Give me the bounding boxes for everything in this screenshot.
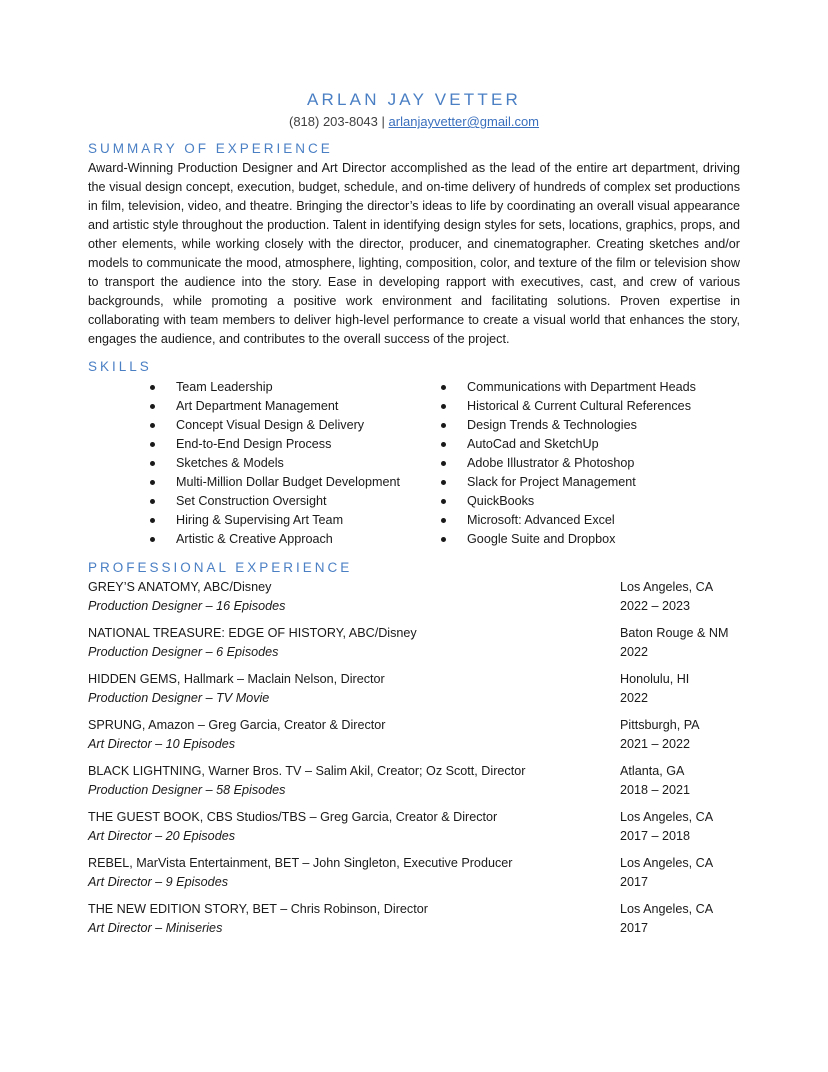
job-location: Pittsburgh, PA xyxy=(620,718,700,732)
email-link[interactable]: arlanjayvetter@gmail.com xyxy=(388,114,540,129)
skill-item xyxy=(441,473,740,492)
job-dates: 2018 – 2021 xyxy=(620,782,691,797)
job-meta xyxy=(620,716,740,753)
skill-item xyxy=(441,492,740,511)
job-details xyxy=(88,578,608,615)
skill-item xyxy=(441,416,740,435)
bullet-icon xyxy=(150,537,155,542)
bullet-icon xyxy=(150,442,155,447)
job-dates: 2017 – 2018 xyxy=(620,828,691,843)
job-location: Atlanta, GA xyxy=(620,764,685,778)
job-details xyxy=(88,808,608,845)
skill-label: Google Suite and Dropbox xyxy=(467,532,616,546)
job-meta xyxy=(620,900,740,937)
skill-item xyxy=(441,435,740,454)
skill-item xyxy=(150,397,441,416)
bullet-icon xyxy=(441,442,446,447)
job-role: Art Director – 10 Episodes xyxy=(88,736,235,751)
bullet-icon xyxy=(150,461,155,466)
job-meta xyxy=(620,578,740,615)
skills-list xyxy=(88,378,740,549)
job-entry xyxy=(88,854,740,891)
skill-label: Adobe Illustrator & Photoshop xyxy=(467,456,635,470)
job-show: SPRUNG, Amazon – Greg Garcia, Creator & Director xyxy=(88,718,386,732)
skill-label: Concept Visual Design & Delivery xyxy=(176,418,365,432)
skill-label: QuickBooks xyxy=(467,494,535,508)
skill-item xyxy=(441,530,740,549)
skill-label: Art Department Management xyxy=(176,399,339,413)
skill-item xyxy=(441,454,740,473)
job-role: Production Designer – 16 Episodes xyxy=(88,598,286,613)
skills-left-column xyxy=(150,378,441,549)
job-show: THE NEW EDITION STORY, BET – Chris Robinson, Director xyxy=(88,902,428,916)
job-dates: 2021 – 2022 xyxy=(620,736,691,751)
resume-page xyxy=(88,90,740,946)
skill-label: Communications with Department Heads xyxy=(467,380,696,394)
contact-separator: | xyxy=(381,114,385,129)
job-entry xyxy=(88,716,740,753)
job-details xyxy=(88,762,608,799)
skill-item xyxy=(150,454,441,473)
bullet-icon xyxy=(441,480,446,485)
job-show: NATIONAL TREASURE: EDGE OF HISTORY, ABC/Disney xyxy=(88,626,417,640)
bullet-icon xyxy=(441,423,446,428)
job-show: GREY’S ANATOMY, ABC/Disney xyxy=(88,580,272,594)
skill-label: Design Trends & Technologies xyxy=(467,418,637,432)
skill-label: Artistic & Creative Approach xyxy=(176,532,333,546)
job-location: Los Angeles, CA xyxy=(620,810,714,824)
job-dates: 2017 xyxy=(620,874,649,889)
bullet-icon xyxy=(150,499,155,504)
job-role: Art Director – Miniseries xyxy=(88,920,223,935)
job-meta xyxy=(620,762,740,799)
job-location: Los Angeles, CA xyxy=(620,580,714,594)
phone-number: (818) 203-8043 xyxy=(288,114,378,129)
summary-text: Award-Winning Production Designer and Art Director accomplished as the lead of the entire art department, driving the visual design concept, execution, budget, schedule, and on-time delivery of hundreds of complex set productions in film, television, video, and theatre. Bringing the director’s ideas to life by coordinating an overall visual appearance and artistic style throughout the production. Talent in identifying design styles for sets, locations, graphics, props, and other elements, while working closely with the director, producer, and cinematographer. Creating sketches and/or models to communicate the mood, atmosphere, lighting, composition, color, and texture of the film or television show to transport the audience into the story. Ease in developing rapport with executives, cast, and crew of various backgrounds, while promoting a positive work environment and facilitating solutions. Proven expertise in collaborating with team members to deliver high-level performance to create a visual world that enhances the story, engages the audience, and contributes to the overall success of the project. xyxy=(88,161,740,346)
job-meta xyxy=(620,854,740,891)
bullet-icon xyxy=(441,404,446,409)
skill-item xyxy=(441,378,740,397)
skill-item xyxy=(441,511,740,530)
job-show: THE GUEST BOOK, CBS Studios/TBS – Greg Garcia, Creator & Director xyxy=(88,810,498,824)
bullet-icon xyxy=(441,461,446,466)
job-location: Baton Rouge & NM xyxy=(620,626,729,640)
job-details xyxy=(88,670,608,707)
bullet-icon xyxy=(150,423,155,428)
skill-label: Set Construction Oversight xyxy=(176,494,327,508)
skill-label: Microsoft: Advanced Excel xyxy=(467,513,615,527)
job-role: Production Designer – 6 Episodes xyxy=(88,644,279,659)
job-entry xyxy=(88,578,740,615)
job-location: Los Angeles, CA xyxy=(620,902,714,916)
job-location: Honolulu, HI xyxy=(620,672,690,686)
job-dates: 2022 xyxy=(620,644,649,659)
job-meta xyxy=(620,670,740,707)
job-role: Art Director – 9 Episodes xyxy=(88,874,228,889)
skill-item xyxy=(150,416,441,435)
skill-item xyxy=(150,435,441,454)
skills-heading: SKILLS xyxy=(88,359,152,374)
job-entry xyxy=(88,624,740,661)
job-entry xyxy=(88,900,740,937)
job-location: Los Angeles, CA xyxy=(620,856,714,870)
bullet-icon xyxy=(441,537,446,542)
skill-item xyxy=(150,378,441,397)
job-role: Art Director – 20 Episodes xyxy=(88,828,235,843)
job-details xyxy=(88,854,608,891)
skill-label: End-to-End Design Process xyxy=(176,437,332,451)
job-role: Production Designer – 58 Episodes xyxy=(88,782,286,797)
skill-item xyxy=(150,492,441,511)
skill-label: Historical & Current Cultural References xyxy=(467,399,691,413)
skill-item xyxy=(150,511,441,530)
skill-label: Hiring & Supervising Art Team xyxy=(176,513,344,527)
job-show: BLACK LIGHTNING, Warner Bros. TV – Salim Akil, Creator; Oz Scott, Director xyxy=(88,764,526,778)
job-dates: 2022 – 2023 xyxy=(620,598,691,613)
bullet-icon xyxy=(441,518,446,523)
job-meta xyxy=(620,624,740,661)
job-role: Production Designer – TV Movie xyxy=(88,690,270,705)
job-dates: 2022 xyxy=(620,690,649,705)
experience-list xyxy=(88,578,740,937)
skills-right-column xyxy=(441,378,740,549)
bullet-icon xyxy=(150,518,155,523)
bullet-icon xyxy=(441,499,446,504)
skill-item xyxy=(150,530,441,549)
job-show: REBEL, MarVista Entertainment, BET – John Singleton, Executive Producer xyxy=(88,856,513,870)
candidate-name: ARLAN JAY VETTER xyxy=(306,90,521,109)
bullet-icon xyxy=(441,385,446,390)
skill-item xyxy=(150,473,441,492)
skill-label: Team Leadership xyxy=(176,380,273,394)
skill-label: Sketches & Models xyxy=(176,456,284,470)
job-entry xyxy=(88,670,740,707)
job-meta xyxy=(620,808,740,845)
job-entry xyxy=(88,808,740,845)
job-details xyxy=(88,716,608,753)
job-dates: 2017 xyxy=(620,920,649,935)
job-show: HIDDEN GEMS, Hallmark – Maclain Nelson, Director xyxy=(88,672,385,686)
job-details xyxy=(88,624,608,661)
summary-heading: SUMMARY OF EXPERIENCE xyxy=(88,141,333,156)
skill-label: Slack for Project Management xyxy=(467,475,636,489)
job-entry xyxy=(88,762,740,799)
contact-line xyxy=(88,113,740,131)
bullet-icon xyxy=(150,404,155,409)
skill-label: AutoCad and SketchUp xyxy=(467,437,599,451)
bullet-icon xyxy=(150,480,155,485)
skill-label: Multi-Million Dollar Budget Development xyxy=(176,475,400,489)
skill-item xyxy=(441,397,740,416)
experience-heading: PROFESSIONAL EXPERIENCE xyxy=(88,560,353,575)
bullet-icon xyxy=(150,385,155,390)
job-details xyxy=(88,900,608,937)
